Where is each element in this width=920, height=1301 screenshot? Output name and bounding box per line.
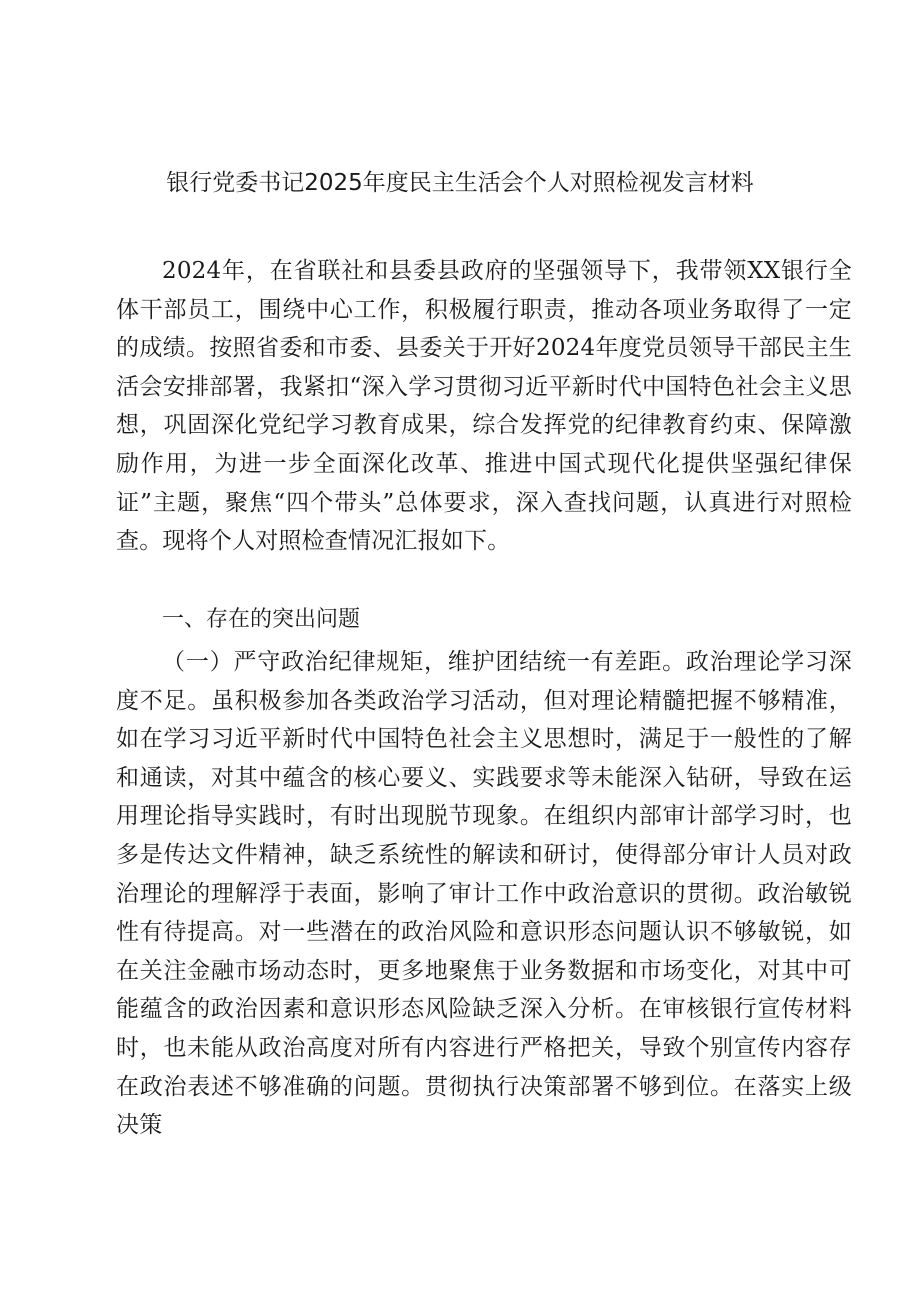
body-paragraph: （一）严守政治纪律规矩，维护团结统一有差距。政治理论学习深度不足。虽积极参加各类政治学习活动，但对理论精髓把握不够精准，如在学习习近平新时代中国特色社会主义思想时，满足于一般性的了解和通读，对其中蕴含的核心要义、实践要求等未能深入钻研，导致在运用理论指导实践时，有时出现脱节现象。在组织内部审计部学习时，也多是传达文件精神，缺乏系统性的解读和研讨，使得部分审计人员对政治理论的理解浮于表面，影响了审计工作中政治意识的贯彻。政治敏锐性有待提高。对一些潜在的政治风险和意识形态问题认识不够敏锐，如在关注金融市场动态时，更多地聚焦于业务数据和市场变化，对其中可能蕴含的政治因素和意识形态风险缺乏深入分析。在审核银行宣传材料时，也未能从政治高度对所有内容进行严格把关，导致个别宣传内容存在政治表述不够准确的问题。贯彻执行决策部署不够到位。在落实上级决策: [116, 649, 852, 1139]
intro-paragraph: 2024年，在省联社和县委县政府的坚强领导下，我带领XX银行全体干部员工，围绕中心工作，积极履行职责，推动各项业务取得了一定的成绩。按照省委和市委、县委关于开好2024年度党员领导干部民主生活会安排部署，我紧扣“深入学习贯彻习近平新时代中国特色社会主义思想，巩固深化党纪学习教育成果，综合发挥党的纪律教育约束、保障激励作用，为进一步全面深化改革、推进中国式现代化提供坚强纪律保证”主题，聚焦“四个带头”总体要求，深入查找问题，认真进行对照检查。现将个人对照检查情况汇报如下。: [116, 258, 852, 555]
document-title: 银行党委书记2025年度民主生活会个人对照检视发言材料: [166, 170, 754, 196]
section-heading: 一、存在的突出问题: [162, 607, 361, 632]
